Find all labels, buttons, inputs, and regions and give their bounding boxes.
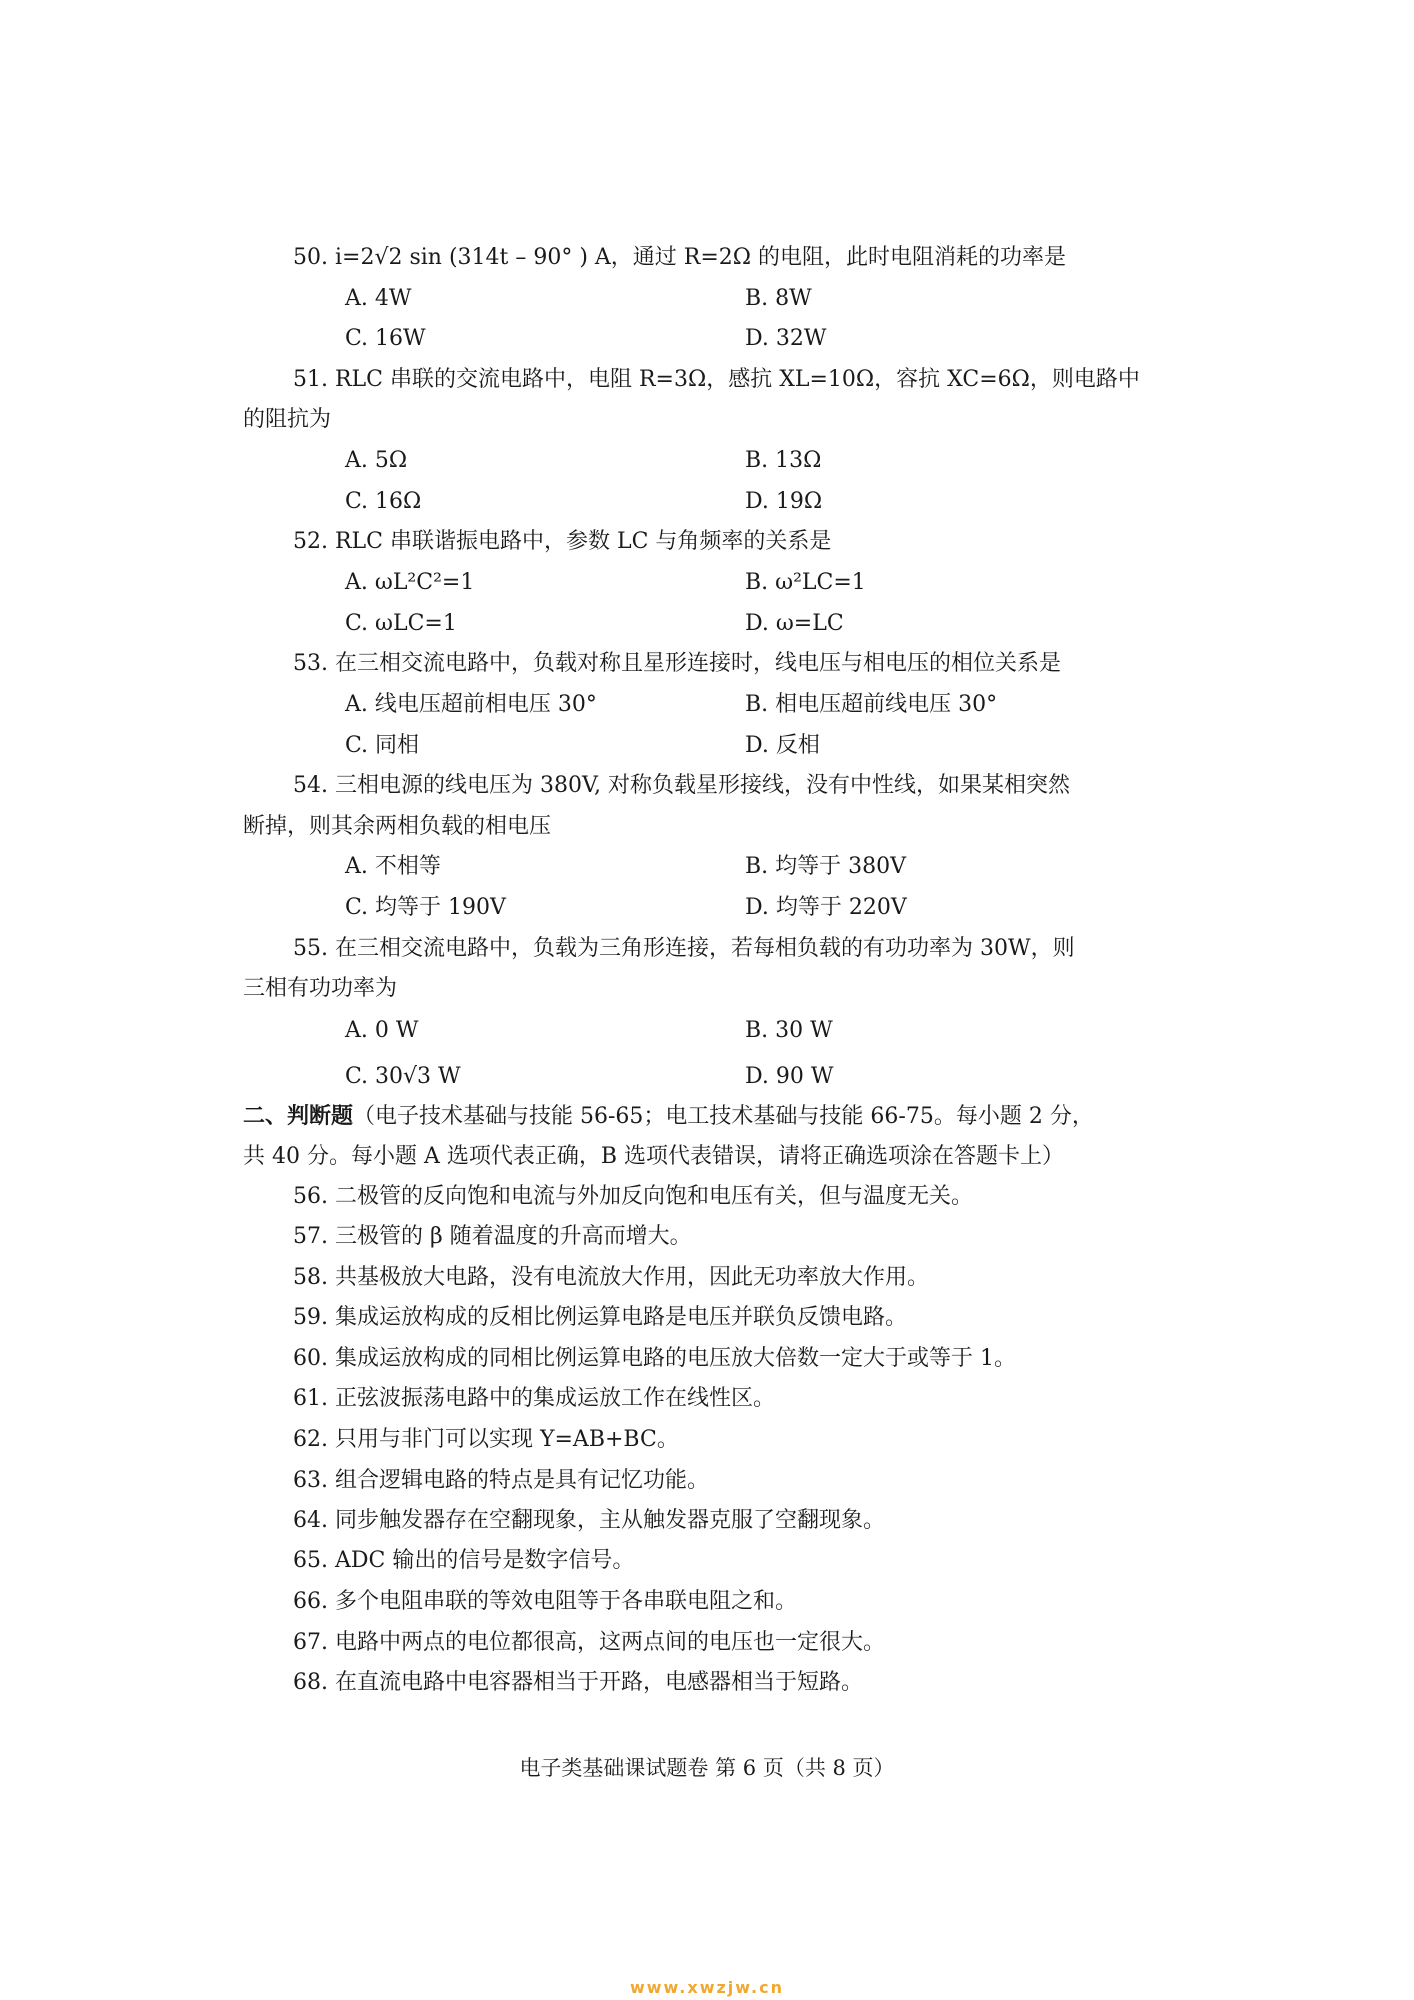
question-51-cont: 的阻抗为 [243,407,332,432]
option-53-c: C. 同相 [345,733,420,758]
option-53-d: D. 反相 [745,733,820,758]
statement-67: 67. 电路中两点的电位都很高，这两点间的电压也一定很大。 [293,1630,885,1655]
option-54-d: D. 均等于 220V [745,895,907,920]
option-55-d: D. 90 W [745,1064,834,1089]
question-55: 55. 在三相交流电路中，负载为三角形连接，若每相负载的有功功率为 30W，则 [293,936,1075,961]
statement-58: 58. 共基极放大电路，没有电流放大作用，因此无功率放大作用。 [293,1265,929,1290]
question-52: 52. RLC 串联谐振电路中，参数 LC 与角频率的关系是 [293,529,832,554]
question-53: 53. 在三相交流电路中，负载对称且星形连接时，线电压与相电压的相位关系是 [293,651,1061,676]
site-watermark: www.xwzjw.cn [629,1978,784,1997]
statement-56: 56. 二极管的反向饱和电流与外加反向饱和电压有关，但与温度无关。 [293,1184,973,1209]
option-53-a: A. 线电压超前相电压 30° [345,692,597,717]
option-54-a: A. 不相等 [345,854,441,879]
option-50-d: D. 32W [745,326,827,351]
statement-66: 66. 多个电阻串联的等效电阻等于各串联电阻之和。 [293,1589,797,1614]
section-2-instructions-1: （电子技术基础与技能 56-65；电工技术基础与技能 66-75。每小题 2 分， [353,1104,1094,1129]
statement-65: 65. ADC 输出的信号是数字信号。 [293,1548,635,1573]
statement-57: 57. 三极管的 β 随着温度的升高而增大。 [293,1224,692,1249]
option-54-c: C. 均等于 190V [345,895,506,920]
option-55-b: B. 30 W [745,1018,833,1043]
option-51-a: A. 5Ω [345,448,408,473]
option-52-a: A. ωL²C²=1 [345,570,475,595]
option-51-c: C. 16Ω [345,489,422,514]
option-54-b: B. 均等于 380V [745,854,907,879]
option-51-d: D. 19Ω [745,489,823,514]
option-50-c: C. 16W [345,326,426,351]
statement-63: 63. 组合逻辑电路的特点是具有记忆功能。 [293,1468,709,1493]
option-53-b: B. 相电压超前线电压 30° [745,692,998,717]
question-55-cont: 三相有功功率为 [243,976,398,1001]
page-footer: 电子类基础课试题卷 第 6 页（共 8 页） [519,1756,895,1780]
question-54: 54. 三相电源的线电压为 380V, 对称负载星形接线，没有中性线，如果某相突然 [293,773,1070,798]
option-52-b: B. ω²LC=1 [745,570,866,595]
option-55-c: C. 30√3 W [345,1064,461,1089]
question-50: 50. i=2√2 sin (314t – 90° ) A，通过 R=2Ω 的电阻，此时电阻消耗的功率是 [293,245,1067,270]
statement-64: 64. 同步触发器存在空翻现象，主从触发器克服了空翻现象。 [293,1508,885,1533]
section-2-title: 二、判断题 [243,1103,354,1129]
option-50-a: A. 4W [345,286,412,311]
question-51: 51. RLC 串联的交流电路中，电阻 R=3Ω，感抗 XL=10Ω，容抗 XC=6Ω，则电路中 [293,367,1140,392]
statement-68: 68. 在直流电路中电容器相当于开路，电感器相当于短路。 [293,1670,863,1695]
option-51-b: B. 13Ω [745,448,822,473]
section-2-header [243,1101,1094,1132]
option-52-d: D. ω=LC [745,611,844,636]
statement-61: 61. 正弦波振荡电路中的集成运放工作在线性区。 [293,1386,775,1411]
option-52-c: C. ωLC=1 [345,611,457,636]
statement-62: 62. 只用与非门可以实现 Y=AB+BC。 [293,1427,679,1452]
statement-60: 60. 集成运放构成的同相比例运算电路的电压放大倍数一定大于或等于 1。 [293,1346,1016,1371]
section-2-instructions-2: 共 40 分。每小题 A 选项代表正确，B 选项代表错误，请将正确选项涂在答题卡上） [243,1144,1065,1169]
option-55-a: A. 0 W [345,1018,419,1043]
statement-59: 59. 集成运放构成的反相比例运算电路是电压并联负反馈电路。 [293,1305,907,1330]
question-54-cont: 断掉，则其余两相负载的相电压 [243,814,552,839]
option-50-b: B. 8W [745,286,812,311]
